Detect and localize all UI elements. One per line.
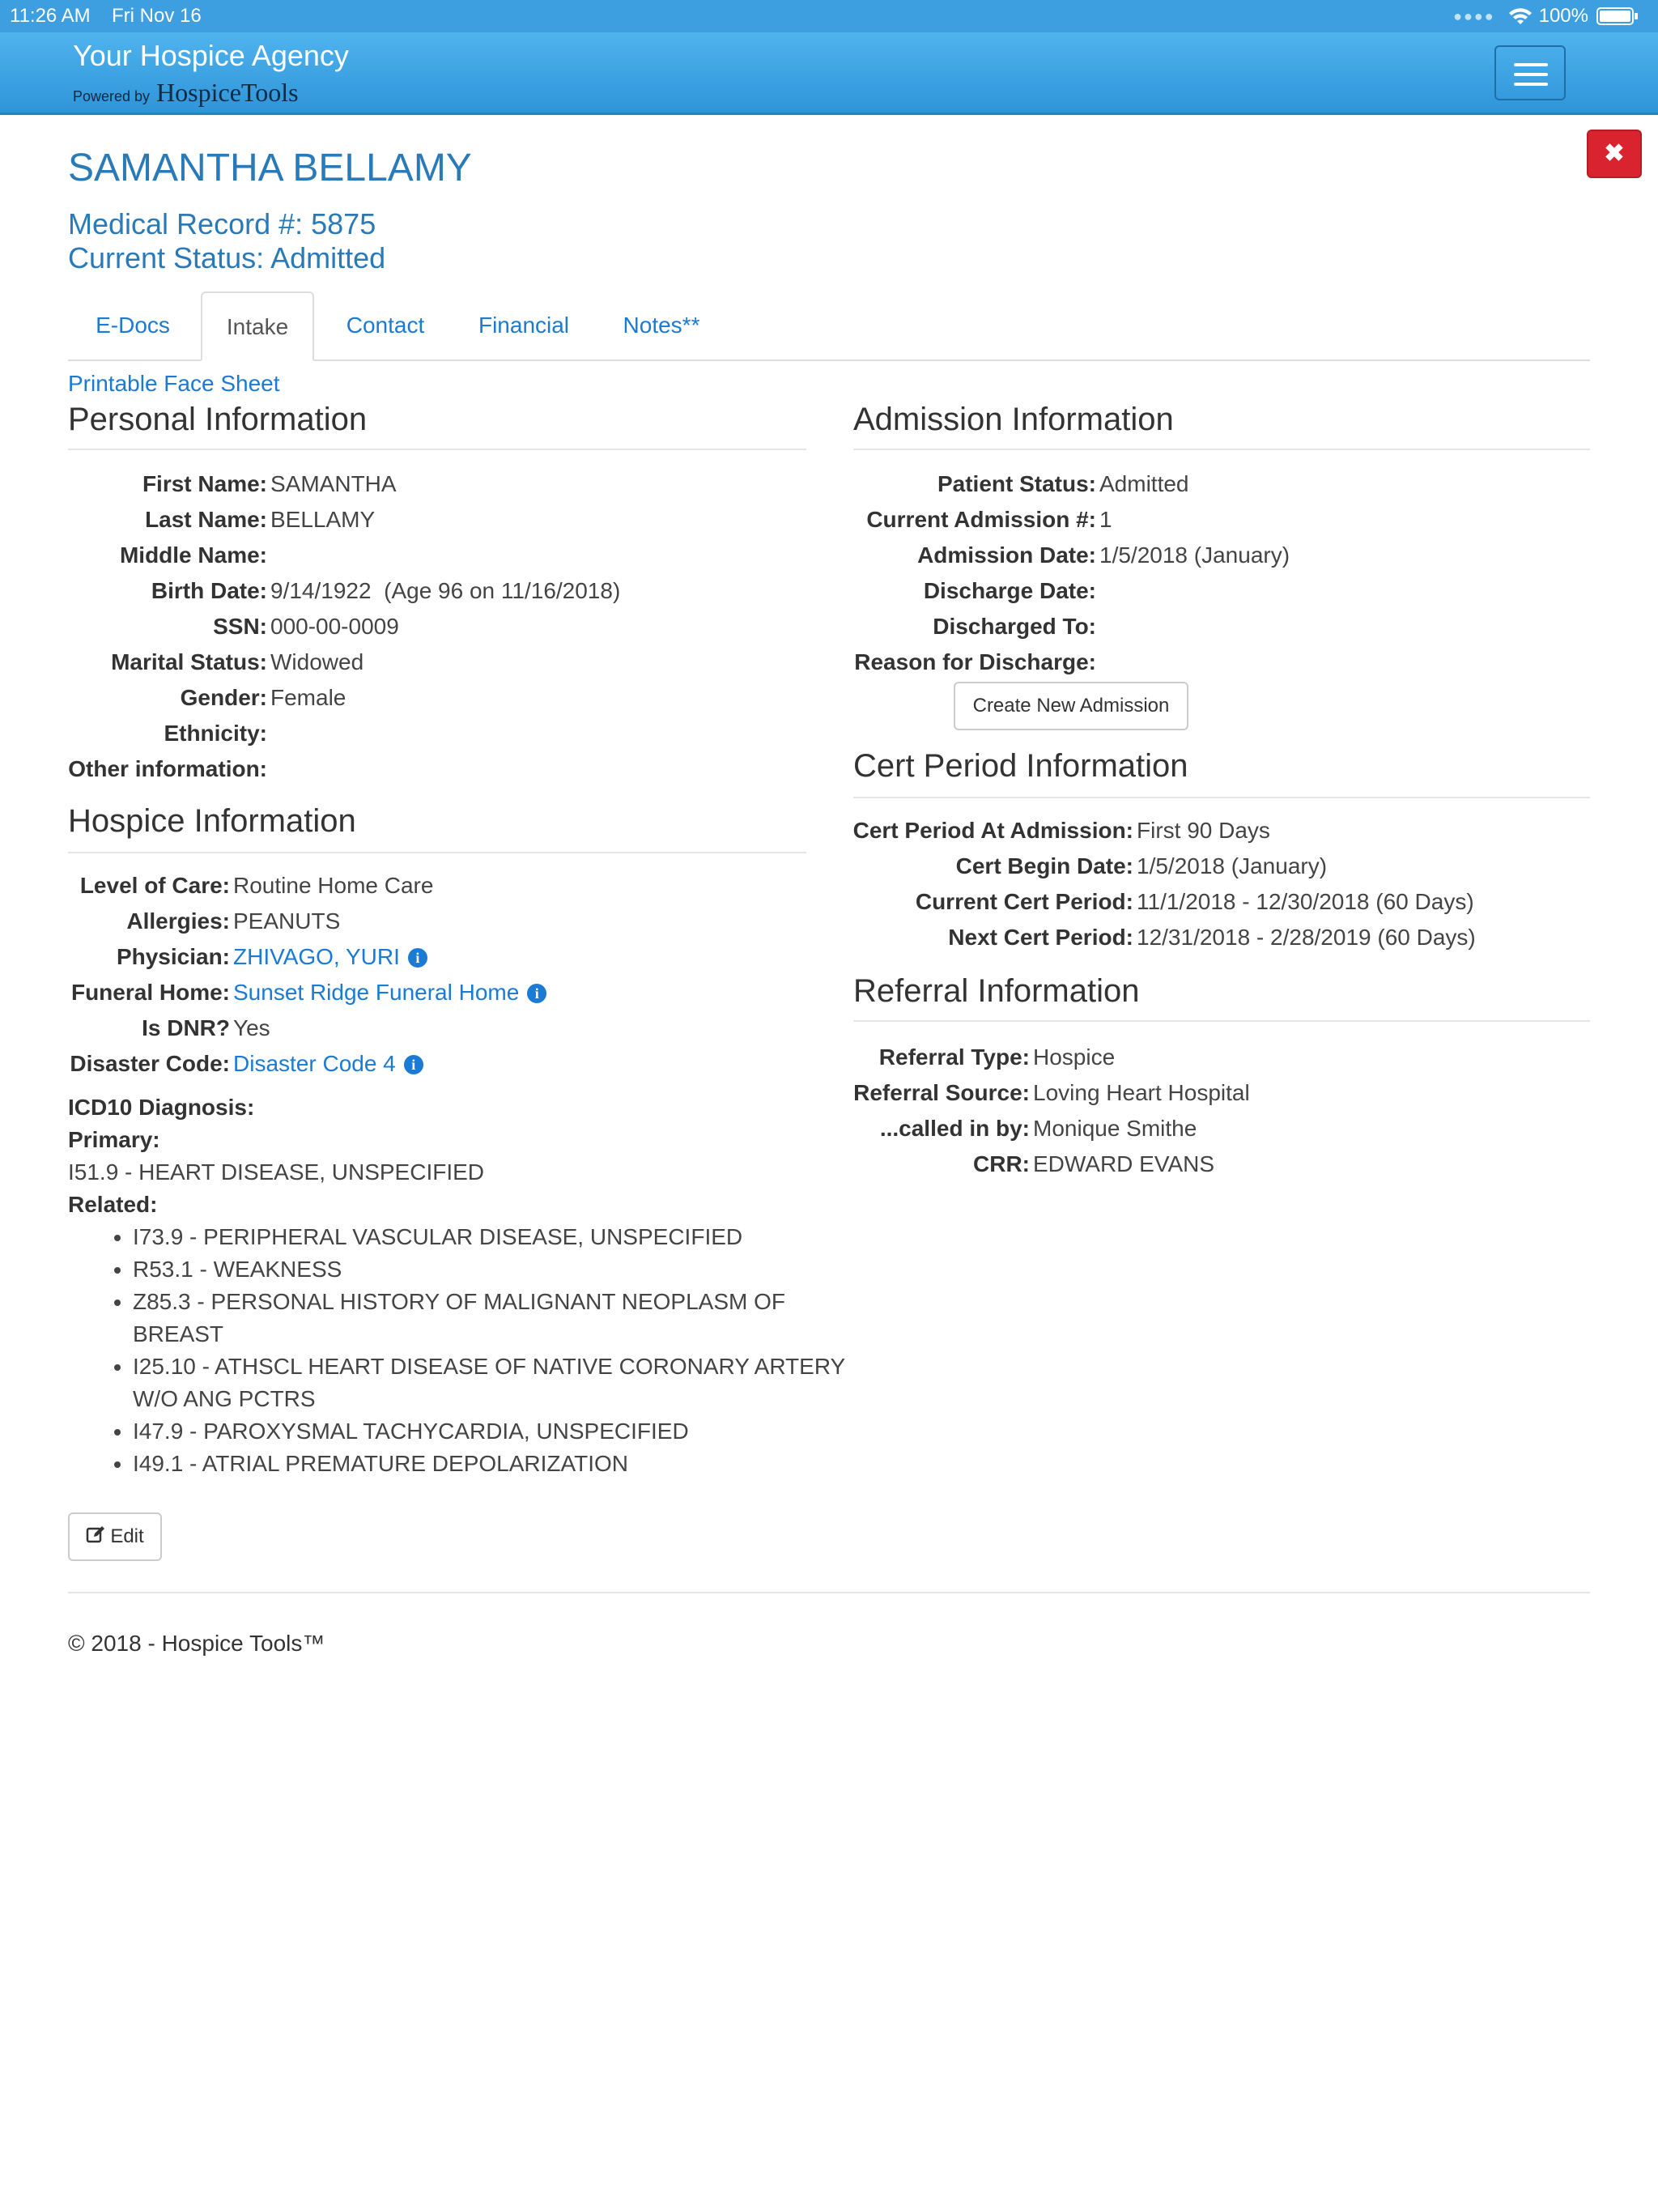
marital-status-label: Marital Status: (111, 649, 267, 674)
printable-face-sheet-link[interactable]: Printable Face Sheet (68, 371, 280, 396)
referral-source-label: Referral Source: (853, 1080, 1030, 1105)
info-icon[interactable]: i (408, 948, 427, 968)
menu-button[interactable] (1494, 45, 1566, 100)
tab-edocs[interactable]: E-Docs (96, 313, 170, 338)
wifi-icon (1508, 6, 1533, 26)
cert-at-admission-label: Cert Period At Admission: (852, 818, 1133, 843)
tab-contact[interactable]: Contact (346, 313, 425, 338)
last-name-value: BELLAMY (270, 507, 376, 532)
status-bar (0, 0, 1658, 32)
marital-status-value: Widowed (270, 649, 364, 674)
cert-period-heading: Cert Period Information (853, 748, 1590, 798)
edit-button[interactable] (68, 1512, 162, 1561)
status-time: 11:26 AM (10, 5, 91, 27)
admission-info-heading: Admission Information (853, 402, 1590, 450)
funeral-home-value-wrap (233, 980, 546, 1006)
birth-date-value: 9/14/1922 (Age 96 on 11/16/2018) (270, 578, 621, 603)
info-icon[interactable]: i (527, 984, 546, 1003)
current-admission-value: 1 (1099, 507, 1112, 532)
battery-icon (1596, 6, 1639, 26)
birth-date-label: Birth Date: (151, 578, 267, 603)
patient-name: SAMANTHA BELLAMY (68, 147, 472, 189)
list-item: • Z85.3 - PERSONAL HISTORY OF MALIGNANT NEOPLASM OF BREAST (133, 1286, 861, 1351)
agency-title[interactable]: Your Hospice Agency (73, 39, 349, 72)
patient-status-label: Patient Status: (937, 471, 1096, 496)
ssn-value: 000-00-0009 (270, 614, 399, 639)
gender-label: Gender: (180, 685, 267, 710)
personal-info-heading: Personal Information (68, 402, 806, 450)
first-name-value: SAMANTHA (270, 471, 397, 496)
close-icon: ✖ (1604, 140, 1625, 167)
allergies-value: PEANUTS (233, 908, 341, 934)
edit-button-label: Edit (110, 1525, 144, 1547)
current-cert-label: Current Cert Period: (915, 889, 1133, 914)
level-of-care-label: Level of Care: (79, 873, 230, 898)
list-item: • I73.9 - PERIPHERAL VASCULAR DISEASE, UNSPECIFIED (133, 1221, 861, 1253)
referral-source-value: Loving Heart Hospital (1033, 1080, 1250, 1105)
menu-icon-bar (1514, 83, 1548, 86)
brand-subtitle (73, 78, 299, 108)
tab-bar (68, 291, 1590, 361)
discharged-to-label: Discharged To: (933, 614, 1096, 639)
called-in-by-value: Monique Smithe (1033, 1116, 1197, 1141)
discharge-date-label: Discharge Date: (923, 578, 1096, 603)
referral-info-heading: Referral Information (853, 973, 1590, 1022)
powered-by-label: Powered by (73, 88, 151, 104)
related-diagnosis-list (68, 1221, 861, 1480)
cert-at-admission-value: First 90 Days (1137, 818, 1270, 843)
dnr-label: Is DNR? (142, 1015, 230, 1040)
tab-financial[interactable]: Financial (478, 313, 570, 338)
status-date: Fri Nov 16 (112, 5, 202, 27)
referral-type-value: Hospice (1033, 1044, 1116, 1070)
current-cert-value: 11/1/2018 - 12/30/2018 (60 Days) (1137, 889, 1474, 914)
related-label: Related: (68, 1192, 158, 1217)
menu-icon (1514, 63, 1548, 66)
physician-value-wrap (233, 944, 427, 970)
referral-type-label: Referral Type: (878, 1044, 1030, 1070)
cert-begin-label: Cert Begin Date: (955, 853, 1133, 878)
first-name-label: First Name: (142, 471, 267, 496)
list-item: • R53.1 - WEAKNESS (133, 1253, 861, 1286)
level-of-care-value: Routine Home Care (233, 873, 434, 898)
tab-notes[interactable]: Notes** (623, 313, 700, 338)
crr-value: EDWARD EVANS (1033, 1151, 1215, 1176)
footer-copyright: © 2018 - Hospice Tools™ (68, 1631, 325, 1656)
patient-status-value: Admitted (1099, 471, 1189, 496)
close-button[interactable] (1587, 130, 1642, 178)
battery-percent: 100% (1538, 5, 1588, 27)
current-status: Current Status: Admitted (68, 241, 386, 274)
signal-icon: ●●●● (1453, 7, 1495, 24)
next-cert-value: 12/31/2018 - 2/28/2019 (60 Days) (1137, 925, 1476, 950)
hospice-tools-logo: HospiceTools (156, 78, 299, 107)
funeral-home-link[interactable]: Sunset Ridge Funeral Home (233, 980, 520, 1005)
disaster-code-link[interactable]: Disaster Code 4 (233, 1051, 396, 1076)
hospice-info-heading: Hospice Information (68, 803, 806, 853)
primary-diagnosis: I51.9 - HEART DISEASE, UNSPECIFIED (68, 1159, 485, 1185)
admission-date-label: Admission Date: (917, 542, 1096, 568)
first-name-row (68, 471, 397, 504)
reason-discharge-label: Reason for Discharge: (854, 649, 1096, 674)
last-name-label: Last Name: (145, 507, 267, 532)
status-right (1453, 5, 1639, 28)
physician-label: Physician: (116, 944, 230, 969)
allergies-label: Allergies: (126, 908, 230, 934)
disaster-code-value-wrap (233, 1051, 423, 1077)
crr-label: CRR: (973, 1151, 1030, 1176)
current-admission-label: Current Admission #: (866, 507, 1096, 532)
info-icon[interactable]: i (404, 1055, 423, 1074)
menu-icon-bar (1514, 73, 1548, 76)
list-item: • I47.9 - PAROXYSMAL TACHYCARDIA, UNSPECIFIED (133, 1415, 861, 1448)
ssn-label: SSN: (213, 614, 267, 639)
called-in-by-label: ...called in by: (879, 1116, 1030, 1141)
icd10-heading: ICD10 Diagnosis: (68, 1095, 255, 1120)
gender-value: Female (270, 685, 346, 710)
admission-date-value: 1/5/2018 (January) (1099, 542, 1290, 568)
physician-link[interactable]: ZHIVAGO, YURI (233, 944, 400, 969)
medical-record-number: Medical Record #: 5875 (68, 207, 376, 240)
tab-intake[interactable]: Intake (201, 291, 314, 361)
list-item: • I49.1 - ATRIAL PREMATURE DEPOLARIZATION (133, 1448, 861, 1480)
cert-begin-value: 1/5/2018 (January) (1137, 853, 1328, 878)
next-cert-label: Next Cert Period: (948, 925, 1133, 950)
funeral-home-label: Funeral Home: (70, 980, 230, 1005)
disaster-code-label: Disaster Code: (70, 1051, 230, 1076)
navbar (0, 32, 1658, 115)
middle-name-label: Middle Name: (119, 542, 267, 568)
dnr-value: Yes (233, 1015, 270, 1040)
other-info-label: Other information: (68, 756, 267, 781)
ethnicity-label: Ethnicity: (164, 721, 267, 746)
primary-label: Primary: (68, 1127, 160, 1152)
list-item: • I25.10 - ATHSCL HEART DISEASE OF NATIVE CORONARY ARTERY W/O ANG PCTRS (133, 1351, 861, 1415)
footer-divider (68, 1592, 1590, 1593)
edit-icon (86, 1525, 105, 1545)
create-new-admission-button[interactable]: Create New Admission (954, 682, 1188, 730)
